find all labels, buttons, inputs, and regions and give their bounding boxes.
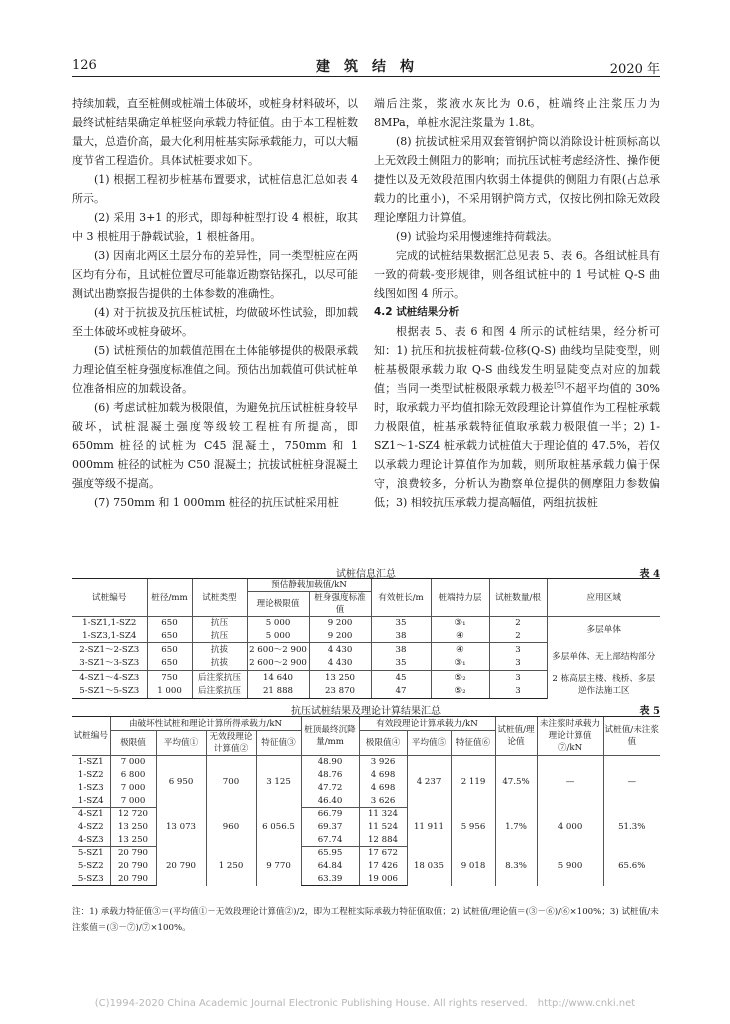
- table5-cell: 9 770: [256, 847, 301, 886]
- table5-cell: 17 672: [359, 847, 407, 860]
- table5-cell: 67.74: [301, 834, 359, 847]
- paragraph: 完成的试桩结果数据汇总见表 5、表 6。各组试桩具有一致的荷载-变形规律，则各组试桩中的 1 号试桩 Q-S 曲线图如图 4 所示。: [374, 249, 660, 300]
- table4-cell: 9 200: [309, 617, 371, 630]
- table5-cell: —: [537, 756, 603, 808]
- table4-header: 试桩数量/根: [489, 579, 547, 617]
- table5-cell: 3 125: [256, 756, 301, 808]
- table5-cell: 11 324: [359, 808, 407, 821]
- table5-cell: 700: [206, 756, 256, 808]
- table-row: [72, 643, 660, 657]
- table4-cell: 14 640: [247, 671, 309, 685]
- table5-cell: 7 000: [110, 756, 156, 769]
- table4-header: 试桩类型: [192, 579, 247, 617]
- table5-cell: 1-SZ3: [77, 783, 104, 793]
- table4-cell: ③₁: [431, 657, 489, 671]
- table5-cell: 4 698: [359, 782, 407, 795]
- table5-cell: 51.3%: [603, 808, 660, 847]
- table5-header: 无效段理论计算值②: [206, 731, 256, 756]
- table5-cell: 5-SZ1: [77, 848, 104, 859]
- table5: [72, 716, 660, 886]
- table5-cell: 5 900: [537, 847, 603, 886]
- table5-cell: 48.90: [301, 756, 359, 769]
- table4-label: 表 4: [639, 569, 660, 580]
- paragraph: (3) 因南北两区土层分布的差异性，同一类型桩应在两区均有分布，且试桩位置尽可能靠近勘察钻探孔，以尽可能测试出勘察报告提供的土体参数的准确性。: [72, 249, 358, 300]
- table4-caption: 试桩信息汇总: [336, 569, 396, 580]
- table4-header: 桩径/mm: [147, 579, 192, 617]
- table4-cell: 1-SZ3,1-SZ4: [72, 630, 147, 643]
- paragraph: (5) 试桩预估的加载值范围在土体能够提供的极限承载力理论值至桩身强度标准值之间。预估出加载值可供试桩单位准备相应的加载设备。: [72, 344, 358, 395]
- table4-cell: 21 888: [247, 685, 309, 699]
- table4-cell: 4-SZ1～4-SZ3: [79, 672, 140, 683]
- table5-cell: 1-SZ1: [77, 757, 104, 768]
- table4-cell: 多层单体、无上部结构部分: [547, 643, 660, 671]
- table5-cell: 20 790: [110, 860, 156, 873]
- table5-cell: 1-SZ2: [77, 770, 104, 780]
- right-column: [374, 94, 660, 512]
- table5-cell: 3 926: [359, 756, 407, 769]
- table5-cell: 4 000: [537, 808, 603, 847]
- table5-cell: 13 073: [156, 808, 206, 847]
- left-column: [72, 94, 358, 512]
- table4-cell: 9 200: [309, 630, 371, 643]
- reference-mark: [5]: [554, 381, 565, 390]
- table4-cell: 抗拔: [192, 657, 247, 671]
- table5-header: 平均值①: [156, 731, 206, 756]
- table5-cell: 20 790: [110, 873, 156, 886]
- table5-header: 试桩值/未注浆值: [603, 717, 660, 756]
- table5-cell: 5-SZ2: [77, 861, 104, 871]
- table5-header: 特征值③: [256, 731, 301, 756]
- table5-cell: 13 250: [110, 821, 156, 834]
- journal-title: 建 筑 结 构: [316, 59, 414, 75]
- table-note: 注：1) 承载力特征值③＝(平均值①－无效段理论计算值②)/2，即为工程桩实际承载力特征值取值；2) 试桩值/理论值＝(③－⑥)/⑥×100%；3) 试桩值/未注浆值＝(③－⑦)/⑦×100%。: [72, 907, 659, 933]
- table4-cell: 5 000: [247, 617, 309, 630]
- paragraph: (7) 750mm 和 1 000mm 桩径的抗压试桩采用桩: [94, 496, 339, 509]
- table4-header: 桩身强度标准值: [309, 592, 371, 617]
- table5-cell: 8.3%: [495, 847, 537, 886]
- paragraph: (1) 根据工程初步桩基布置要求，试桩信息汇总如表 4 所示。: [72, 173, 358, 205]
- table4-cell: 750: [147, 671, 192, 685]
- table5-cell: 1-SZ4: [72, 795, 110, 808]
- table5-header: 极限值: [110, 731, 156, 756]
- table4-cell: 2 600～2 900: [247, 657, 309, 671]
- table4-cell: 650: [147, 657, 192, 671]
- table4-cell: 抗压: [192, 630, 247, 643]
- table4-cell: 后注浆抗压: [192, 685, 247, 699]
- table4-cell: 抗拔: [192, 643, 247, 657]
- table5-cell: 11 911: [407, 808, 451, 847]
- table4-cell: 3: [489, 685, 547, 699]
- table4-cell: 23 870: [309, 685, 371, 699]
- paragraph: (4) 对于抗拔及抗压桩试桩，均做破坏性试验，即加载至土体破坏或桩身破坏。: [72, 306, 358, 338]
- table5-cell: 4-SZ1: [77, 809, 104, 820]
- table4-cell: 3: [489, 643, 547, 657]
- table5-header: 试桩编号: [72, 717, 110, 756]
- table4-cell: 38: [371, 630, 431, 643]
- table5-label: 表 5: [639, 706, 660, 717]
- table4-cell: 3-SZ1～3-SZ3: [72, 657, 147, 671]
- table4-cell: 后注浆抗压: [192, 671, 247, 685]
- table4: [72, 578, 660, 699]
- table4-cell: ④: [431, 643, 489, 657]
- table4-cell: 35: [371, 617, 431, 630]
- paragraph: (2) 采用 3+1 的形式，即每种桩型打设 4 根桩，取其中 3 根桩用于静载试验，1 根桩备用。: [72, 211, 358, 243]
- table5-cell: 69.37: [301, 821, 359, 834]
- table4-cell: 13 250: [309, 671, 371, 685]
- table5-header: 特征值⑥: [451, 731, 495, 756]
- table5-cell: 7 000: [110, 782, 156, 795]
- analysis-text: 根据表 5、表 6 和图 4 所示的试桩结果，经分析可知：1) 抗压和抗拔桩荷载-位移(Q-S) 曲线均呈陡变型，则桩基极限承载力取 Q-S 曲线发生明显陡变点对应的加载值；当同一类型试桩极限承载力极差: [374, 325, 660, 395]
- page-number: 126: [72, 58, 97, 73]
- table4-cell: ⑤₂: [431, 671, 489, 685]
- table4-cell: ③₁: [431, 617, 489, 630]
- table4-cell: 2-SZ1～2-SZ3: [79, 644, 140, 655]
- table4-cell: 650: [147, 630, 192, 643]
- table5-cell: 64.84: [301, 860, 359, 873]
- paragraph: 端后注浆，浆液水灰比为 0.6，桩端终止注浆压力为 8MPa，单桩水泥注浆量为 1.8t。: [374, 97, 660, 129]
- paragraph: (6) 考虑试桩加载为极限值，为避免抗压试桩桩身较早破坏，试桩混凝土强度等级较工程桩有所提高，即 650mm 桩径的试桩为 C45 混凝土，750mm 和 1 000mm 桩径的试桩为 C50 混凝土；抗拔试桩桩身混凝土强度等级不提高。: [72, 401, 358, 490]
- table4-cell: 3: [489, 671, 547, 685]
- table5-header: 平均值⑤: [407, 731, 451, 756]
- table-row: [72, 756, 660, 769]
- table4-cell: 2 栋高层主楼、栈桥、多层逆作法施工区: [547, 671, 660, 699]
- paragraph: (9) 试验均采用慢速维持荷载法。: [396, 230, 559, 243]
- table4-cell: 47: [371, 685, 431, 699]
- table4-header: 理论极限值: [247, 592, 309, 617]
- table4-cell: 1 000: [147, 685, 192, 699]
- table5-header: 由破坏性试桩和理论计算所得承载力/kN: [110, 717, 301, 731]
- section-heading: 4.2 试桩结果分析: [374, 306, 460, 318]
- table-row: [72, 617, 660, 630]
- table4-cell: 4 430: [309, 657, 371, 671]
- table5-cell: 20 790: [156, 847, 206, 886]
- table4-cell: 35: [371, 657, 431, 671]
- table5-cell: 4-SZ2: [77, 822, 104, 832]
- table4-cell: 38: [371, 643, 431, 657]
- table4-cell: 抗压: [192, 617, 247, 630]
- table4-cell: ④: [431, 630, 489, 643]
- table4-cell: 650: [147, 617, 192, 630]
- table5-header: 未注浆时承载力理论计算值⑦/kN: [537, 717, 603, 756]
- table4-cell: 多层单体: [547, 617, 660, 643]
- table4-cell: 2 600～2 900: [247, 643, 309, 657]
- table5-cell: 13 250: [110, 834, 156, 847]
- table4-cell: 5-SZ1～5-SZ3: [72, 685, 147, 699]
- table5-cell: 4-SZ3: [72, 834, 110, 847]
- table4-cell: 3: [489, 657, 547, 671]
- table5-header: 有效段理论计算承载力/kN: [359, 717, 495, 731]
- table4-header: 桩端持力层: [431, 579, 489, 617]
- table-row: [72, 671, 660, 685]
- table5-cell: 65.95: [301, 847, 359, 860]
- table5-cell: 48.76: [301, 769, 359, 782]
- table5-cell: 47.72: [301, 782, 359, 795]
- table4-cell: ⑤₂: [431, 685, 489, 699]
- table5-cell: 2 119: [451, 756, 495, 808]
- table4-cell: 2: [489, 630, 547, 643]
- table4-cell: 2: [489, 617, 547, 630]
- table4-header: 有效桩长/m: [371, 579, 431, 617]
- table5-cell: 46.40: [301, 795, 359, 808]
- table5-cell: 17 426: [359, 860, 407, 873]
- table4-header: 预估静载加载值/kN: [247, 579, 371, 592]
- table5-cell: 3 626: [359, 795, 407, 808]
- table5-cell: 5-SZ3: [72, 873, 110, 886]
- table5-cell: 5 956: [451, 808, 495, 847]
- journal-year: 2020 年: [609, 62, 660, 77]
- table5-cell: 4 237: [407, 756, 451, 808]
- table5-cell: 18 035: [407, 847, 451, 886]
- table-row: [72, 808, 660, 821]
- table5-cell: 65.6%: [603, 847, 660, 886]
- table4-cell: 5 000: [247, 630, 309, 643]
- header-rule: [72, 76, 660, 77]
- table5-cell: 47.5%: [495, 756, 537, 808]
- table5-cell: 6 950: [156, 756, 206, 808]
- table-row: [72, 847, 660, 860]
- table5-cell: 12 720: [110, 808, 156, 821]
- table4-header: 试桩编号: [72, 579, 147, 617]
- paragraph: 持续加载，直至桩侧或桩端土体破坏，或桩身材料破坏，以最终试桩结果确定单桩竖向承载力特征值。由于本工程桩数量大，总造价高，最大化利用桩基实际承载能力，可以大幅度节省工程造价。具体试桩要求如下。: [72, 97, 358, 167]
- table5-cell: 9 018: [451, 847, 495, 886]
- table4-cell: 650: [147, 643, 192, 657]
- table5-cell: 12 884: [359, 834, 407, 847]
- table5-cell: 66.79: [301, 808, 359, 821]
- table5-cell: 6 056.5: [256, 808, 301, 847]
- table5-cell: 6 800: [110, 769, 156, 782]
- table5-cell: 960: [206, 808, 256, 847]
- table4-header: 应用区域: [547, 579, 660, 617]
- table5-cell: 7 000: [110, 795, 156, 808]
- table4-cell: 1-SZ1,1-SZ2: [82, 618, 137, 629]
- table5-cell: 11 524: [359, 821, 407, 834]
- paragraph: (8) 抗拔试桩采用双套管钢护筒以消除设计桩顶标高以上无效段土侧阻力的影响；而抗压试桩考虑经济性、操作便捷性以及无效段范围内软弱土体提供的侧阻力有限(占总承载力的比重小)，不采用钢护筒方式，仅按比例扣除无效段理论摩阻力计算值。: [374, 135, 660, 224]
- table5-header: 试桩值/理论值: [495, 717, 537, 756]
- table5-cell: 63.39: [301, 873, 359, 886]
- table5-caption: 抗压试桩结果及理论计算结果汇总: [291, 706, 441, 717]
- copyright-footer: (C)1994-2020 China Academic Journal Electronic Publishing House. All rights reserved. http://www.cnki.net: [94, 998, 636, 1009]
- table5-cell: 1.7%: [495, 808, 537, 847]
- table4-cell: 4 430: [309, 643, 371, 657]
- table5-cell: 20 790: [110, 847, 156, 860]
- table4-cell: 45: [371, 671, 431, 685]
- table5-cell: —: [603, 756, 660, 808]
- table5-header: 桩顶最终沉降量/mm: [301, 717, 359, 756]
- paragraph: [374, 322, 660, 512]
- analysis-text: 不超平均值的 30% 时，取承载力平均值扣除无效段理论计算值作为工程桩承载力极限值，桩基承载特征值取承载力极限值一半；2) 1-SZ1～1-SZ4 桩承载力试桩值大于理论值的 47.5%，若仅以承载力理论计算值作为加载，则所取桩基承载力偏于保守，浪费较多，分析认为勘察单位提供的侧摩阻力参数偏低；3) 相较抗压承载力提高幅值，两组抗拔桩: [374, 382, 661, 509]
- table5-cell: 1 250: [206, 847, 256, 886]
- table5-cell: 4 698: [359, 769, 407, 782]
- table5-header: 极限值④: [359, 731, 407, 756]
- table5-cell: 19 006: [359, 873, 407, 886]
